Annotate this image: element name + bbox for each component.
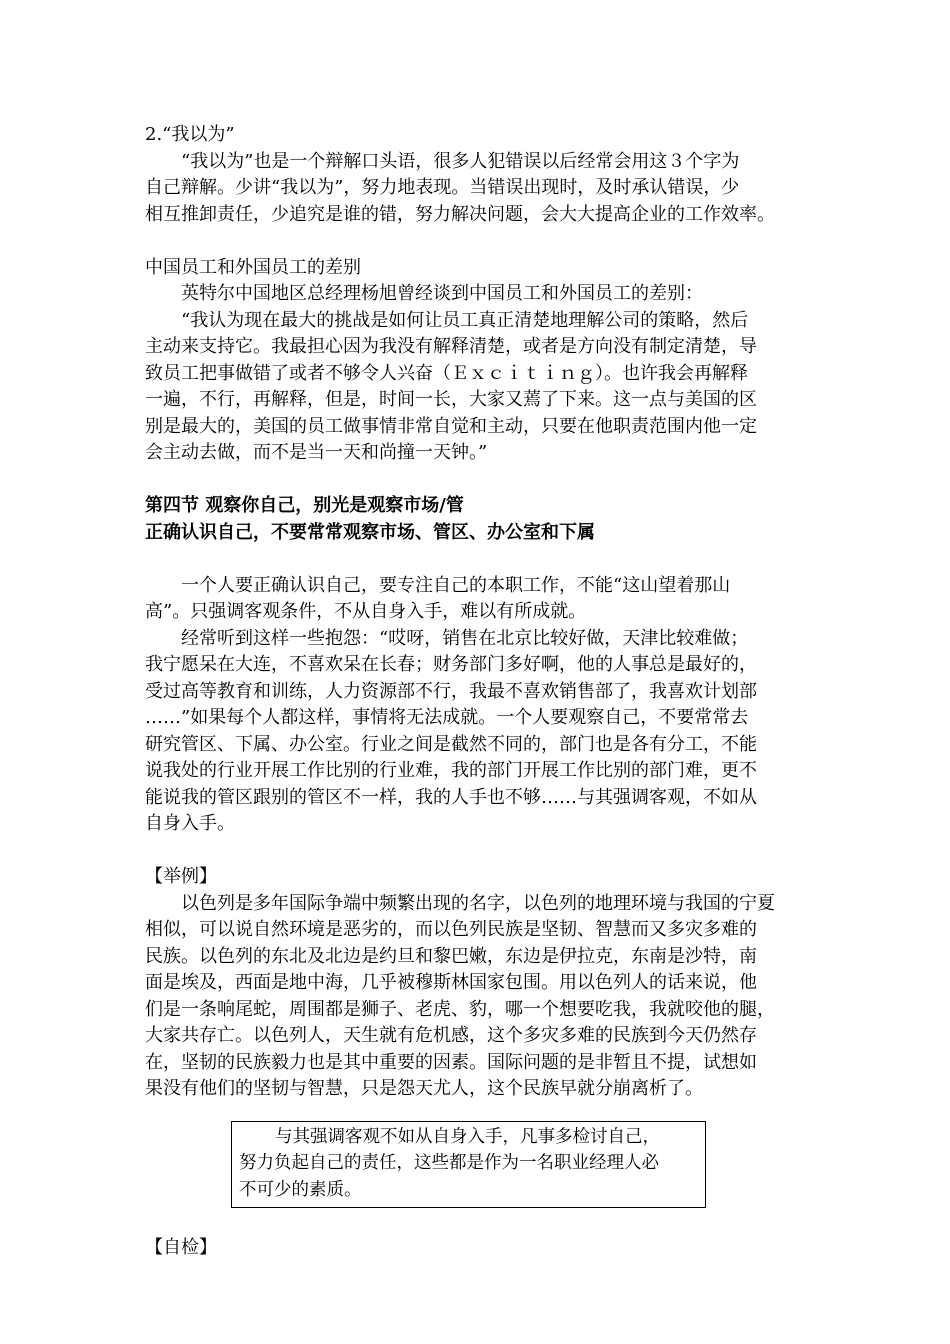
example-label: 【举例】: [145, 866, 217, 887]
paragraph-line: 大家共存亡。以色列人，天生就有危机感，这个多灾多难的民族到今天仍然存: [145, 1025, 757, 1046]
callout-line: 努力负起自己的责任，这些都是作为一名职业经理人必: [239, 1153, 659, 1173]
section-heading-difference: 中国员工和外国员工的差别: [145, 256, 361, 278]
paragraph-line: 英特尔中国地区总经理杨旭曾经谈到中国员工和外国员工的差别：: [181, 283, 703, 304]
blank-line: [145, 467, 810, 494]
paragraph-line: 经常听到这样一些抱怨：“哎呀，销售在北京比较好做，天津比较难做；: [181, 627, 749, 649]
quote-line: 会主动去做，而不是当一天和尚撞一天钟。”: [145, 442, 488, 463]
paragraph-line: 在，坚韧的民族毅力也是其中重要的因素。国际问题的是非暂且不提，试想如: [145, 1051, 757, 1073]
document-page: [145, 122, 810, 1261]
summary-callout-box: [231, 1121, 706, 1209]
quote-line: 致员工把事做错了或者不够令人兴奋（Ｅｘｃｉｔｉｎｇ）。也许我会再解释: [145, 362, 748, 384]
quote-line: “我认为现在最大的挑战是如何让员工真正清楚地理解公司的策略，然后: [181, 309, 749, 331]
section-heading-wo-yi-wei: 2.“我以为”: [145, 124, 235, 145]
quote-line: 别是最大的，美国的员工做事情非常自觉和主动，只要在他职责范围内他一定: [145, 415, 757, 437]
blank-line: [145, 838, 810, 865]
paragraph-line: 面是埃及，西面是地中海，几乎被穆斯林国家包围。用以色列人的话来说，他: [145, 972, 757, 993]
blank-line: [145, 228, 810, 255]
paragraph-line: ……”如果每个人都这样，事情将无法成就。一个人要观察自己，不要常常去: [145, 707, 749, 728]
paragraph-line: 相互推卸责任，少追究是谁的错，努力解决问题，会大大提高企业的工作效率。: [145, 203, 775, 225]
paragraph-line: 相似，可以说自然环境是恶劣的，而以色列民族是坚韧、智慧而又多灾多难的: [145, 919, 757, 940]
paragraph-line: “我以为”也是一个辩解口头语，很多人犯错误以后经常会用这３个字为: [181, 150, 740, 172]
paragraph-line: 自身入手。: [145, 813, 235, 834]
paragraph-line: 一个人要正确认识自己，要专注自己的本职工作，不能“这山望着那山: [181, 574, 731, 596]
paragraph-line: 民族。以色列的东北及北边是约旦和黎巴嫩，东边是伊拉克，东南是沙特，南: [145, 945, 757, 967]
paragraph-line: 说我处的行业开展工作比别的行业难，我的部门开展工作比别的部门难，更不: [145, 760, 757, 781]
callout-line: 不可少的素质。: [239, 1179, 362, 1200]
self-check-label: 【自检】: [145, 1236, 217, 1258]
blank-line: [145, 1208, 810, 1235]
paragraph-line: 能说我的管区跟别的管区不一样，我的人手也不够……与其强调客观，不如从: [145, 786, 757, 808]
quote-line: 一遍，不行，再解释，但是，时间一长，大家又蔫了下来。这一点与美国的区: [145, 389, 757, 410]
paragraph-line: 高”。只强调客观条件，不从自身入手，难以有所成就。: [145, 601, 587, 622]
paragraph-line: 以色列是多年国际争端中频繁出现的名字，以色列的地理环境与我国的宁夏: [181, 892, 775, 914]
section-subtitle: 正确认识自己，不要常常观察市场、管区、办公室和下属: [145, 521, 595, 543]
callout-line: 与其强调客观不如从自身入手，凡事多检讨自己，: [275, 1126, 660, 1147]
paragraph-line: 受过高等教育和训练，人力资源部不行，我最不喜欢销售部了，我喜欢计划部: [145, 680, 757, 702]
quote-line: 主动来支持它。我最担心因为我没有解释清楚，或者是方向没有制定清楚，导: [145, 336, 757, 357]
blank-line: [145, 546, 810, 573]
paragraph-line: 果没有他们的坚韧与智慧，只是怨天尤人，这个民族早就分崩离析了。: [145, 1078, 703, 1099]
paragraph-line: 们是一条响尾蛇，周围都是狮子、老虎、豹，哪一个想要吃我，我就咬他的腿，: [145, 998, 775, 1020]
section-title: 第四节 观察你自己，别光是观察市场/管: [145, 495, 464, 516]
paragraph-line: 自己辩解。少讲“我以为”，努力地表现。当错误出现时，及时承认错误，少: [145, 177, 740, 198]
paragraph-line: 我宁愿呆在大连，不喜欢呆在长春；财务部门多好啊，他的人事总是最好的，: [145, 654, 757, 675]
paragraph-line: 研究管区、下属、办公室。行业之间是截然不同的，部门也是各有分工，不能: [145, 733, 757, 755]
